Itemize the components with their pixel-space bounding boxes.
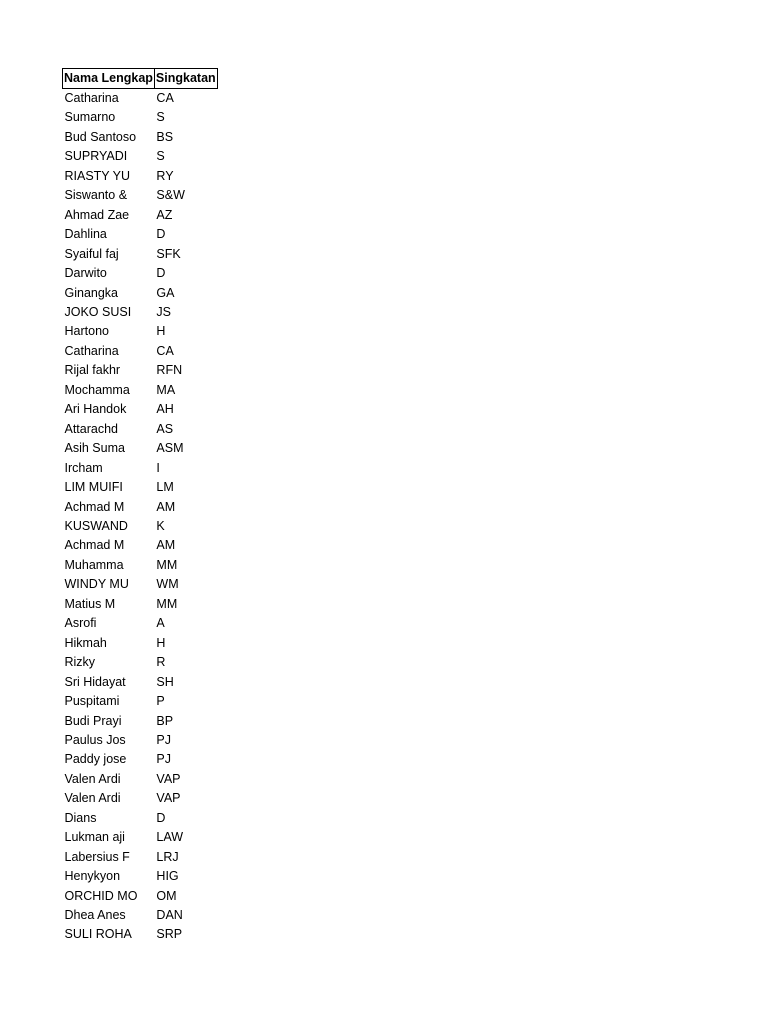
- abbreviation-cell[interactable]: SFK: [156, 246, 181, 261]
- abbreviation-cell[interactable]: PJ: [156, 752, 172, 767]
- table-row: [63, 459, 218, 478]
- full-name-cell[interactable]: RIASTY YU: [64, 168, 131, 183]
- full-name-cell[interactable]: Puspitami: [64, 694, 120, 709]
- abbreviation-cell[interactable]: MA: [156, 382, 176, 397]
- full-name-cell[interactable]: LIM MUIFI: [64, 480, 123, 495]
- abbreviation-cell[interactable]: RY: [156, 168, 174, 183]
- full-name-cell[interactable]: Sumarno: [64, 110, 116, 125]
- table-row: [63, 498, 218, 517]
- table-row: [63, 284, 218, 303]
- abbreviation-cell[interactable]: D: [156, 227, 166, 242]
- table-row: [63, 361, 218, 380]
- full-name-cell[interactable]: Paddy jose: [64, 752, 127, 767]
- full-name-cell[interactable]: Dhea Anes: [64, 908, 126, 923]
- full-name-cell[interactable]: Dahlina: [64, 227, 107, 242]
- table-row: [63, 770, 218, 789]
- full-name-cell[interactable]: JOKO SUSI: [64, 304, 132, 319]
- abbreviation-cell[interactable]: SH: [156, 674, 174, 689]
- abbreviation-cell[interactable]: H: [156, 635, 166, 650]
- table-row: [63, 828, 218, 847]
- abbreviation-cell[interactable]: GA: [156, 285, 175, 300]
- abbreviation-cell[interactable]: K: [156, 518, 165, 533]
- full-name-cell[interactable]: WINDY MU: [64, 577, 129, 592]
- table-row: [63, 673, 218, 692]
- table-row: [63, 206, 218, 225]
- abbreviation-cell[interactable]: LRJ: [156, 849, 179, 864]
- abbreviation-cell[interactable]: VAP: [156, 791, 181, 806]
- abbreviation-cell[interactable]: H: [156, 324, 166, 339]
- full-name-cell[interactable]: Rijal fakhr: [64, 363, 121, 378]
- full-name-cell[interactable]: Ahmad Zae: [64, 207, 130, 222]
- table-row: [63, 634, 218, 653]
- table-row: [63, 303, 218, 322]
- full-name-cell[interactable]: Matius M: [64, 596, 116, 611]
- abbreviation-cell[interactable]: PJ: [156, 732, 172, 747]
- table-row: [63, 731, 218, 750]
- table-row: [63, 556, 218, 575]
- abbreviation-cell[interactable]: BS: [156, 129, 174, 144]
- full-name-cell[interactable]: Muhamma: [64, 557, 124, 572]
- table-row: [63, 108, 218, 127]
- full-name-cell[interactable]: Lukman aji: [64, 830, 125, 845]
- table-row: [63, 595, 218, 614]
- table-row: [63, 342, 218, 361]
- abbreviation-cell[interactable]: AS: [156, 421, 174, 436]
- abbreviation-cell[interactable]: S: [156, 110, 165, 125]
- full-name-cell[interactable]: KUSWAND: [64, 518, 128, 533]
- table-row: [63, 517, 218, 536]
- abbreviation-cell[interactable]: S&W: [156, 188, 185, 203]
- full-name-cell[interactable]: ORCHID MO: [64, 888, 138, 903]
- table-row: [63, 848, 218, 867]
- abbreviation-cell[interactable]: VAP: [156, 771, 181, 786]
- table-row: [63, 887, 218, 906]
- table-row: [63, 147, 218, 166]
- abbreviation-cell[interactable]: D: [156, 266, 166, 281]
- table-row: [63, 712, 218, 731]
- full-name-cell[interactable]: Sri Hidayat: [64, 674, 126, 689]
- table-row: [63, 925, 218, 944]
- full-name-cell[interactable]: Ircham: [64, 460, 103, 475]
- abbreviation-cell[interactable]: WM: [156, 577, 179, 592]
- table-row: [63, 186, 218, 205]
- full-name-cell[interactable]: Asih Suma: [64, 441, 125, 456]
- abbreviation-cell[interactable]: DAN: [156, 908, 183, 923]
- full-name-cell[interactable]: Valen Ardi: [64, 791, 121, 806]
- table-row: [63, 225, 218, 244]
- abbreviation-cell[interactable]: CA: [156, 343, 174, 358]
- full-name-cell[interactable]: Budi Prayi: [64, 713, 122, 728]
- full-name-cell[interactable]: Syaiful faj: [64, 246, 119, 261]
- table-row: [63, 867, 218, 886]
- table-row: [63, 264, 218, 283]
- full-name-cell[interactable]: Hikmah: [64, 635, 107, 650]
- full-name-cell[interactable]: Mochamma: [64, 382, 130, 397]
- full-name-cell[interactable]: Labersius F: [64, 849, 130, 864]
- table-row: [63, 89, 218, 109]
- abbreviation-cell[interactable]: A: [156, 616, 165, 631]
- abbreviation-cell[interactable]: MM: [156, 557, 178, 572]
- full-name-cell[interactable]: Rizky: [64, 655, 96, 670]
- full-name-cell[interactable]: Catharina: [64, 91, 119, 105]
- abbreviation-cell[interactable]: CA: [156, 91, 174, 105]
- full-name-cell[interactable]: Achmad M: [64, 538, 125, 553]
- full-name-cell[interactable]: Hartono: [64, 324, 109, 339]
- full-name-cell[interactable]: Siswanto &: [64, 188, 128, 203]
- full-name-cell[interactable]: SULI ROHA: [64, 927, 132, 942]
- table-row: [63, 575, 218, 594]
- table-row: [63, 789, 218, 808]
- header-row: [63, 69, 218, 89]
- abbreviation-cell[interactable]: OM: [156, 888, 177, 903]
- abbreviation-cell[interactable]: MM: [156, 596, 178, 611]
- abbreviation-cell[interactable]: I: [156, 460, 160, 475]
- full-name-cell[interactable]: SUPRYADI: [64, 149, 128, 164]
- abbreviation-cell[interactable]: D: [156, 810, 166, 825]
- table-row: [63, 692, 218, 711]
- abbreviation-cell[interactable]: LM: [156, 480, 174, 495]
- abbreviation-cell[interactable]: SRP: [156, 927, 183, 942]
- abbreviation-cell[interactable]: LAW: [156, 830, 184, 845]
- full-name-cell[interactable]: Asrofi: [64, 616, 97, 631]
- table-row: [63, 400, 218, 419]
- table-row: [63, 439, 218, 458]
- spreadsheet: [62, 68, 218, 945]
- table-row: [63, 322, 218, 341]
- abbreviation-cell[interactable]: AM: [156, 538, 176, 553]
- full-name-cell[interactable]: Dians: [64, 810, 97, 825]
- abbreviation-cell[interactable]: S: [156, 149, 165, 164]
- abbreviation-cell[interactable]: AM: [156, 499, 176, 514]
- abbreviation-cell[interactable]: R: [156, 655, 166, 670]
- full-name-cell[interactable]: Ari Handok: [64, 402, 127, 417]
- abbreviation-table: [62, 68, 218, 945]
- abbreviation-cell[interactable]: RFN: [156, 363, 183, 378]
- table-row: [63, 478, 218, 497]
- abbreviation-cell[interactable]: HIG: [156, 869, 179, 884]
- full-name-cell[interactable]: Ginangka: [64, 285, 119, 300]
- table-row: [63, 809, 218, 828]
- table-row: [63, 245, 218, 264]
- abbreviation-cell[interactable]: BP: [156, 713, 174, 728]
- full-name-cell[interactable]: Catharina: [64, 343, 119, 358]
- table-row: [63, 167, 218, 186]
- full-name-cell[interactable]: Henykyon: [64, 869, 121, 884]
- abbreviation-cell[interactable]: JS: [156, 304, 172, 319]
- abbreviation-cell[interactable]: ASM: [156, 441, 184, 456]
- header-abbreviation[interactable]: Singkatan: [154, 69, 217, 89]
- full-name-cell[interactable]: Paulus Jos: [64, 732, 126, 747]
- table-row: [63, 128, 218, 147]
- table-row: [63, 614, 218, 633]
- abbreviation-cell[interactable]: AH: [156, 402, 174, 417]
- table-row: [63, 750, 218, 769]
- header-full-name[interactable]: Nama Lengkap: [63, 69, 155, 89]
- full-name-cell[interactable]: Valen Ardi: [64, 771, 121, 786]
- full-name-cell[interactable]: Attarachd: [64, 421, 119, 436]
- table-row: [63, 536, 218, 555]
- abbreviation-cell[interactable]: AZ: [156, 207, 173, 222]
- table-row: [63, 420, 218, 439]
- table-row: [63, 906, 218, 925]
- full-name-cell[interactable]: Darwito: [64, 266, 107, 281]
- abbreviation-cell[interactable]: P: [156, 694, 165, 709]
- full-name-cell[interactable]: Achmad M: [64, 499, 125, 514]
- table-row: [63, 381, 218, 400]
- full-name-cell[interactable]: Bud Santoso: [64, 129, 137, 144]
- table-row: [63, 653, 218, 672]
